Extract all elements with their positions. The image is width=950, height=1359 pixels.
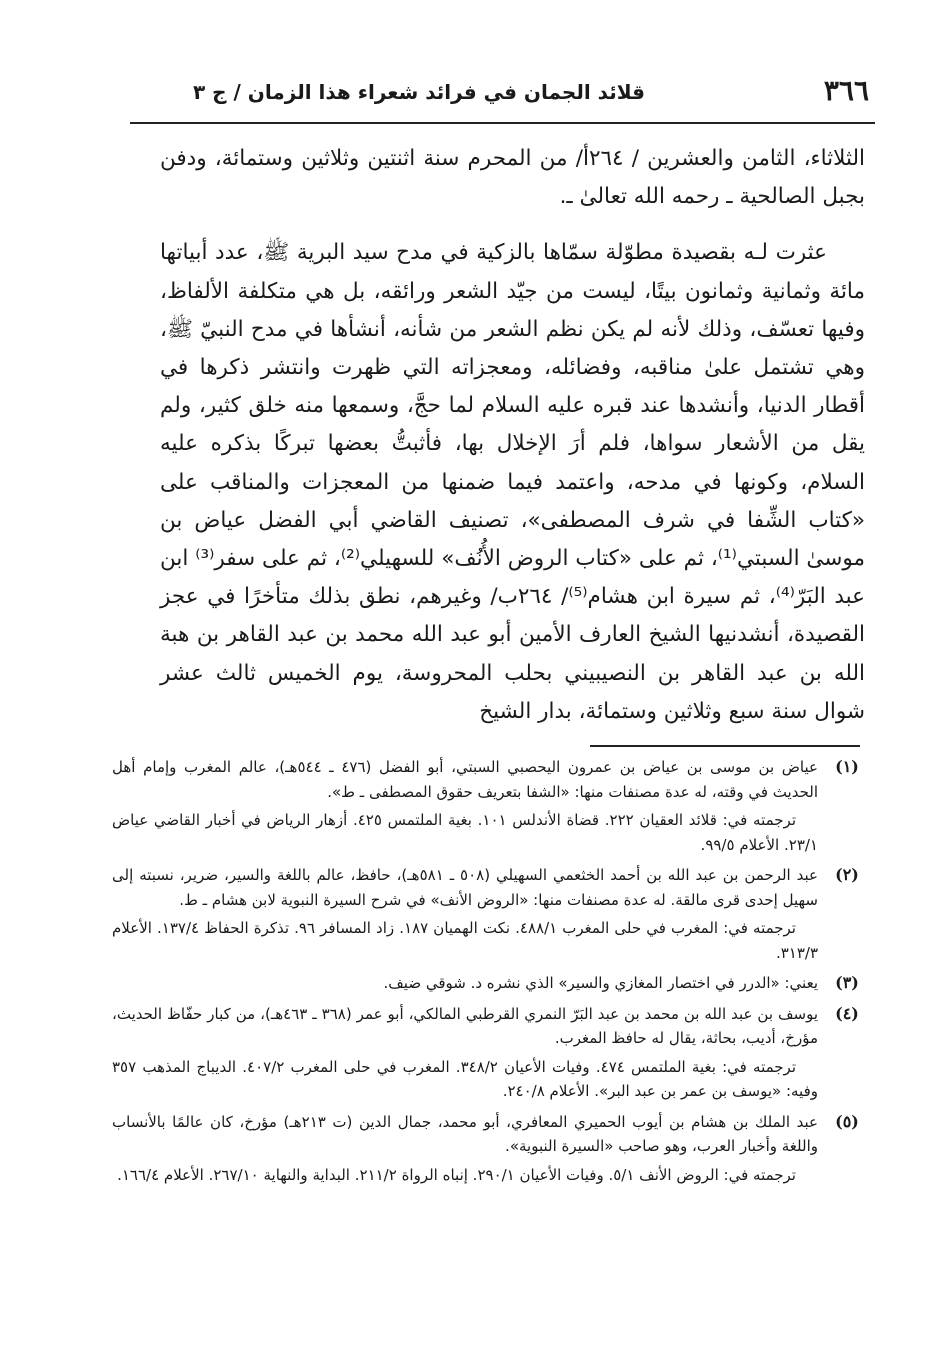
- footnote-5: [112, 1110, 870, 1188]
- running-title: قلائد الجمان في فرائد شعراء هذا الزمان / ج ٣: [192, 80, 645, 104]
- main-text: [160, 140, 865, 731]
- footnote-text: يوسف بن عبد الله بن محمد بن عبد البَرّ النمري القرطبي المالكي، أبو عمر (٣٦٨ ـ ٤٦٣هـ)، من كبار حفّاظ الحديث، مؤرخ، أديب، بحاثة، يقال له حافظ المغرب.: [112, 1004, 818, 1047]
- footnote-references: ترجمته في: قلائد العقيان ٢٢٢. قضاة الأندلس ١٠١. بغية الملتمس ٤٢٥. أزهار الرياض في أخبار القاضي عياض ٢٣/١. الأعلام ٩٩/٥.: [112, 811, 818, 854]
- footnotes: [112, 755, 870, 1187]
- footnote-text: يعني: «الدرر في اختصار المغازي والسير» الذي نشره د. شوقي ضيف.: [383, 974, 818, 992]
- footnote-text: عبد الملك بن هشام بن أيوب الحميري المعافري، أبو محمد، جمال الدين (ت ٢١٣هـ) مؤرخ، كان عالمًا بالأنساب واللغة وأخبار العرب، وهو صاحب «السيرة النبوية».: [112, 1112, 818, 1155]
- footnote-number: (٢): [835, 865, 859, 884]
- page-header: [130, 70, 875, 124]
- paragraph-2: عثرت لـه بقصيدة مطوّلة سمّاها بالزكية في مدح سيد البرية ﷺ، عدد أبياتها مائة وثمانية وثمانون بيتًا، ليست من جيّد الشعر ورائقه، بل هي متكلفة الألفاظ، وفيها تعسّف، وذلك لأنه لم يكن نظم الشعر من شأنه، أنشأها في مدح النبيّ ﷺ، وهي تشتمل علىٰ مناقبه، وفضائله، ومعجزاته التي ظهرت وانتشر ذكرها في أقطار الدنيا، وأنشدها عند قبره عليه السلام لما حجَّ، وسمعها منه خلق كثير، ولم يقل من الأشعار سواها، فلم أرَ الإخلال بها، فأثبتُّ بعضها تبركًا بذكره عليه السلام، وكونها في مدحه، واعتمد فيما ضمنها من المعجزات والمناقب على «كتاب الشِّفا في شرف المصطفى»، تصنيف القاضي أبي الفضل عياض بن موسىٰ السبتي⁽¹⁾، ثم على «كتاب الروض الأُنُف» للسهيلي⁽²⁾، ثم على سفر⁽³⁾ ابن عبد البَرّ⁽⁴⁾، ثم سيرة ابن هشام⁽⁵⁾/ ٢٦٤ب/ وغيرهم، نطق بذلك متأخرًا في عجز القصيدة، أنشدنيها الشيخ العارف الأمين أبو عبد الله محمد بن عبد القاهر بن هبة الله بن عبد القاهر بن النصيبيني بحلب المحروسة، يوم الخميس ثالث عشر شوال سنة سبع وثلاثين وستمائة، بدار الشيخ: [160, 240, 865, 724]
- footnote-references: ترجمته في: بغية الملتمس ٤٧٤. وفيات الأعيان ٣٤٨/٢. المغرب في حلى المغرب ٤٠٧/٢. الديباج المذهب ٣٥٧ وفيه: «يوسف بن عمر بن عبد البر». الأعلام ٢٤٠/٨.: [112, 1057, 818, 1100]
- footnote-references: ترجمته في: الروض الأنف ٥/١. وفيات الأعيان ٢٩٠/١. إنباه الرواة ٢١١/٢. البداية والنهاية ٢٦٧/١٠. الأعلام ١٦٦/٤.: [117, 1165, 796, 1184]
- page-number: ٣٦٦: [823, 74, 869, 107]
- footnote-4: [112, 1002, 870, 1104]
- footnote-text: عياض بن موسى بن عياض بن عمرون اليحصبي السبتي، أبو الفضل (٤٧٦ ـ ٥٤٤هـ)، عالم المغرب وإمام أهل الحديث في وقته، له عدة مصنفات منها: «الشفا بتعريف حقوق المصطفى ـ ط».: [112, 758, 818, 801]
- footnote-number: (٥): [835, 1111, 859, 1131]
- footnote-number: (٤): [835, 1003, 859, 1023]
- footnote-separator: [590, 745, 860, 747]
- footnote-number: (١): [835, 757, 859, 776]
- footnote-text: عبد الرحمن بن عبد الله بن أحمد الخثعمي السهيلي (٥٠٨ ـ ٥٨١هـ)، حافظ، عالم باللغة والسير، ضرير، نسبته إلى سهيل إحدى قرى مالقة. له عدة مصنفات منها: «الروض الأنف» في شرح السيرة النبوية لابن هشام ـ ط.: [112, 866, 818, 909]
- footnote-3: [112, 971, 870, 996]
- footnote-2: [112, 863, 870, 965]
- footnote-references: ترجمته في: المغرب في حلى المغرب ٤٨٨/١. نكت الهميان ١٨٧. زاد المسافر ٩٦. تذكرة الحفاظ ١٣٧/٤. الأعلام ٣١٣/٣.: [112, 919, 818, 962]
- paragraph-1: الثلاثاء، الثامن والعشرين / ٢٦٤أ/ من المحرم سنة اثنتين وثلاثين وستمائة، ودفن بجبل الصالحية ـ رحمه الله تعالىٰ ـ.: [160, 146, 866, 210]
- footnote-1: [112, 755, 870, 857]
- footnote-number: (٣): [835, 973, 859, 992]
